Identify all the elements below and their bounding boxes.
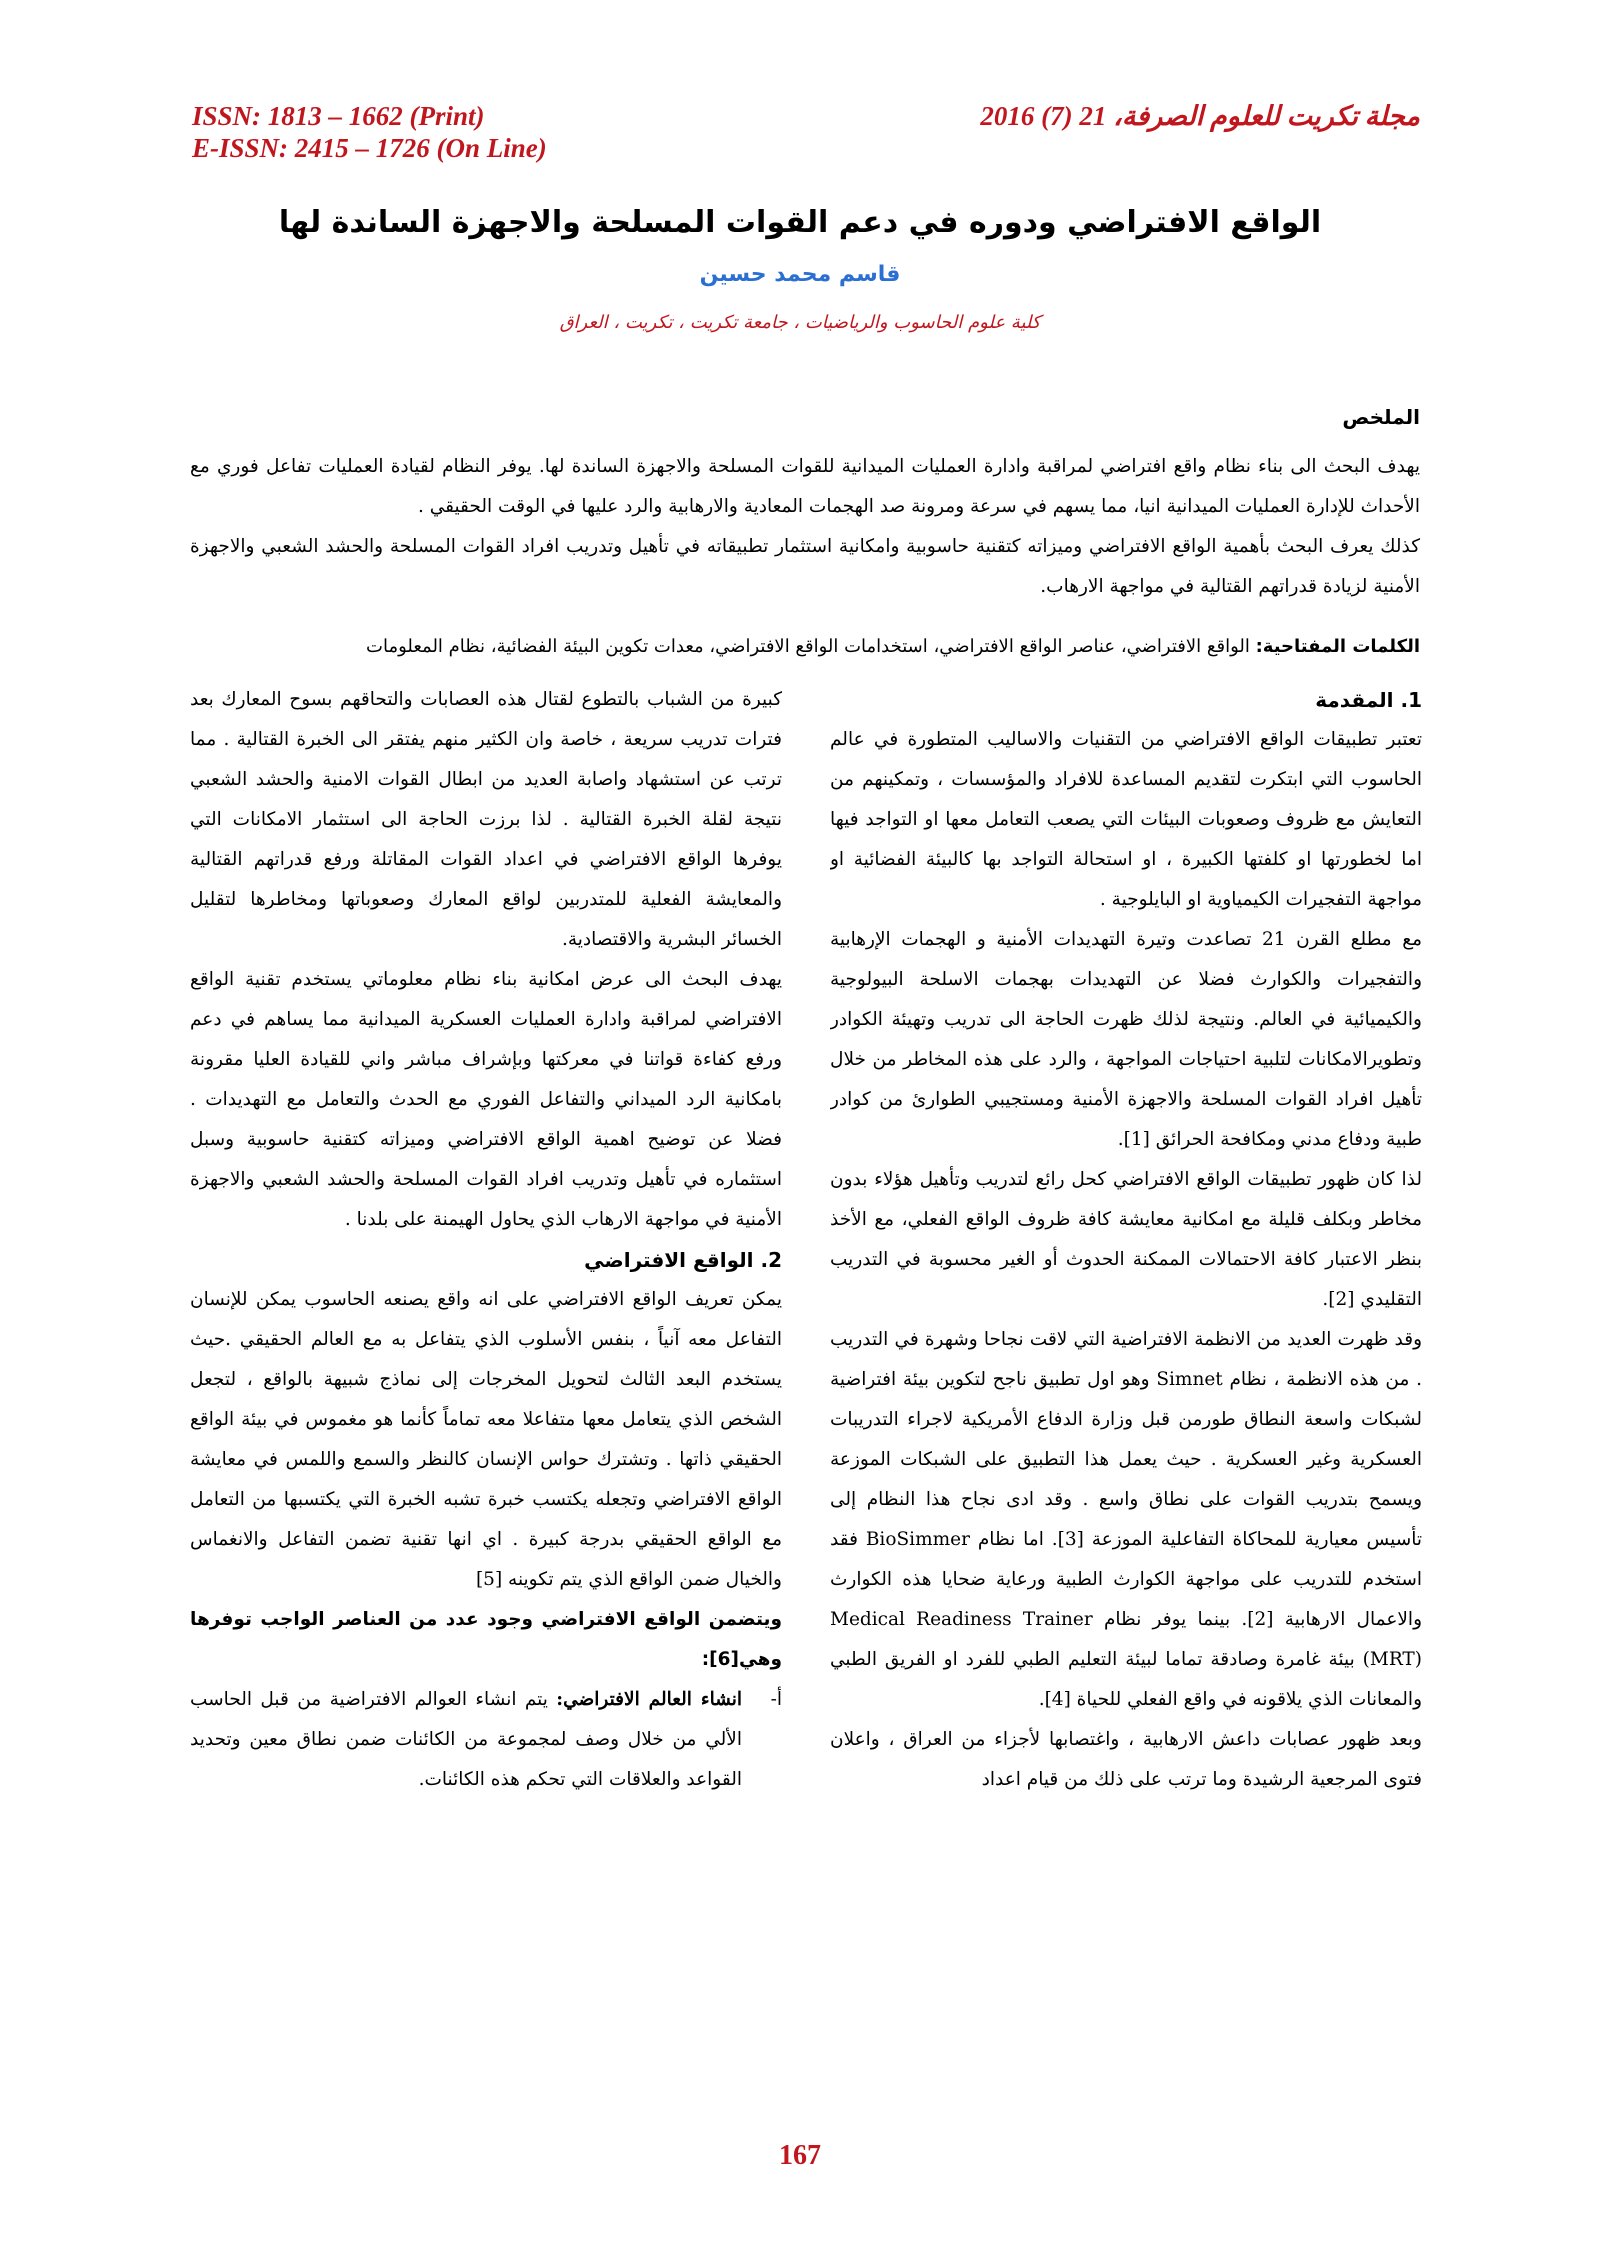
body-paragraph: كبيرة من الشباب بالتطوع لقتال هذه العصابات والتحاقهم بسوح المعارك بعد فترات تدريب سريعة ، خاصة وان الكثير منهم يفتقر الى الخبرة القتالية . مما ترتب عن استشهاد واصابة العديد من ابطال القوات الامنية والحشد الشعبي نتيجة لقلة الخبرة القتالية . لذا برزت الحاجة الى استثمار الامكانات التي يوفرها الواقع الافتراضي في اعداد القوات المقاتلة ورفع قدراتهم القتالية والمعايشة الفعلية للمتدربين لواقع المعارك وصعوباتها ومخاطرها لتقليل الخسائر البشرية والاقتصادية. [190,689,782,950]
body-paragraph: لذا كان ظهور تطبيقات الواقع الافتراضي كحل رائع لتدريب وتأهيل هؤلاء بدون مخاطر وبكلف قليلة مع امكانية معايشة كافة ظروف الواقع الفعلي، مع الأخذ بنظر الاعتبار كافة الاحتمالات الممكنة الحدوث أو الغير محسوبة في التدريب التقليدي [2]. [830,1169,1422,1310]
list-item-text [190,1680,742,1800]
body-paragraph: وقد ظهرت العديد من الانظمة الافتراضية التي لاقت نجاحا وشهرة في التدريب . من هذه الانظمة ، نظام Simnet وهو اول تطبيق ناجح لتكوين بيئة افتراضية لشبكات واسعة النطاق طورمن قبل وزارة الدفاع الأمريكية لاجراء التدريبات العسكرية وغير العسكرية . حيث يعمل هذا التطبيق على الشبكات الموزعة ويسمح بتدريب القوات على نطاق واسع . وقد ادى نجاح هذا النظام إلى تأسيس معيارية للمحاكاة التفاعلية الموزعة [3]. اما نظام BioSimmer فقد استخدم للتدريب على مواجهة الكوارث الطبية ورعاية ضحايا هذه الكوارث والاعمال الارهابية [2]. بينما يوفر نظام Medical Readiness Trainer (MRT) بيئة غامرة وصادقة تماما لبيئة التعليم الطبي للفرد او الفريق الطبي والمعانات الذي يلاقونه في واقع الفعلي للحياة [4]. [830,1329,1422,1710]
journal-citation: مجلة تكريت للعلوم الصرفة، 21 (7) 2016 [980,101,1420,131]
body-paragraph: وبعد ظهور عصابات داعش الارهابية ، واغتصابها لأجزاء من العراق ، واعلان فتوى المرجعية الرشيدة وما ترتب على ذلك من قيام اعداد [830,1729,1422,1790]
abstract-paragraph: يهدف البحث الى بناء نظام واقع افتراضي لمراقبة وادارة العمليات الميدانية للقوات المسلحة والاجهزة الساندة لها. يوفر النظام لقيادة العمليات تفاعل فوري مع الأحداث للإدارة العمليات الميدانية انيا، مما يسهم في سرعة ومرونة صد الهجمات المعادية والارهابية والرد عليها في الوقت الحقيقي . [190,456,1420,517]
body-paragraph: يمكن تعريف الواقع الافتراضي على انه واقع يصنعه الحاسوب يمكن للإنسان التفاعل معه آنياً ، بنفس الأسلوب الذي يتفاعل به مع العالم الحقيقي .حيث يستخدم البعد الثالث لتحويل المخرجات إلى نماذج شبيهة بالواقع ، لتجعل الشخص الذي يتعامل معها متفاعلا معه تماماً كأنما هو مغموس في بيئة الواقع الحقيقي ذاتها . وتشترك حواس الإنسان كالنظر والسمع واللمس في معايشة الواقع الافتراضي وتجعله يكتسب خبرة تشبه الخبرة التي يكتسبها من التعامل مع الواقع الحقيقي بدرجة كبيرة . اي انها تقنية تضمن التفاعل والانغماس والخيال ضمن الواقع الذي يتم تكوينه [5] [190,1289,782,1590]
abstract-paragraph: كذلك يعرف البحث بأهمية الواقع الافتراضي وميزاته كتقنية حاسوبية وامكانية استثمار تطبيقاته في تأهيل وتدريب افراد القوات المسلحة والحشد الشعبي والاجهزة الأمنية لزيادة قدراتهم القتالية في مواجهة الارهاب. [190,536,1420,597]
paper-title: الواقع الافتراضي ودوره في دعم القوات المسلحة والاجهزة الساندة لها [278,205,1322,240]
keywords-text: الواقع الافتراضي، عناصر الواقع الافتراضي، استخدامات الواقع الافتراضي، معدات تكوين البيئة الفضائية، نظام المعلومات [366,636,1256,657]
abstract-body [190,447,1420,607]
list-item-body: يتم انشاء العوالم الافتراضية من قبل الحاسب الألي من خلال وصف لمجموعة من الكائنات ضمن نطاق معين وتحديد القواعد والعلاقات التي تحكم هذه الكائنات. [190,1689,742,1790]
author-affiliation: كلية علوم الحاسوب والرياضيات ، جامعة تكريت ، تكريت ، العراق [559,312,1041,333]
elements-intro: ويتضمن الواقع الافتراضي وجود عدد من العناصر الواجب توفرها وهي[6]: [190,1609,782,1670]
issn-online: E-ISSN: 2415 – 1726 (On Line) [192,133,547,163]
keywords-line [190,632,1420,662]
list-item [190,1680,782,1800]
body-paragraph: يهدف البحث الى عرض امكانية بناء نظام معلوماتي يستخدم تقنية الواقع الافتراضي لمراقبة وادارة العمليات العسكرية الميدانية مما يساهم في دعم ورفع كفاءة قواتنا في معركتها وبإشراف مباشر واني للقيادة العليا مقرونة بامكانية الرد الميداني والتفاعل الفوري مع الحدث والتعامل مع التهديدات . فضلا عن توضيح اهمية الواقع الافتراضي وميزاته كتقنية حاسوبية وسبل استثماره في تأهيل وتدريب افراد القوات المسلحة والحشد الشعبي والاجهزة الأمنية في مواجهة الارهاب الذي يحاول الهيمنة على بلدنا . [190,969,782,1230]
issn-print: ISSN: 1813 – 1662 (Print) [192,101,485,131]
issn-block [192,100,547,164]
keywords-label: الكلمات المفتاحية: [1255,636,1420,657]
list-item-label: انشاء العالم الافتراضي: [556,1689,743,1710]
section-heading-introduction: 1. المقدمة [1315,688,1422,712]
abstract-heading: الملخص [1342,405,1420,429]
column-right [830,680,1422,2110]
page-number: 167 [779,2140,821,2171]
body-paragraph: تعتبر تطبيقات الواقع الافتراضي من التقنيات والاساليب المتطورة في عالم الحاسوب التي ابتكرت لتقديم المساعدة للافراد والمؤسسات ، وتمكينهم من التعايش مع ظروف وصعوبات البيئات التي يصعب التعامل معها او التواجد فيها اما لخطورتها او كلفتها الكبيرة ، او استحالة التواجد بها كالبيئة الفضائية او مواجهة التفجيرات الكيمياوية او البايلوجية . [830,729,1422,910]
column-left [190,680,782,2110]
section-heading-virtual-reality: 2. الواقع الافتراضي [584,1248,782,1272]
author-name: قاسم محمد حسين [699,262,901,287]
body-paragraph: مع مطلع القرن 21 تصاعدت وتيرة التهديدات الأمنية و الهجمات الإرهابية والتفجيرات والكوارث فضلا عن التهديدات بهجمات الاسلحة البيولوجية والكيميائية في العالم. ونتيجة لذلك ظهرت الحاجة الى تدريب وتهيئة الكوادر وتطويرالامكانات لتلبية احتياجات المواجهة ، والرد على هذه المخاطر من خلال تأهيل افراد القوات المسلحة والاجهزة الأمنية ومستجيبي الطوارئ من كوادر طبية ودفاع مدني ومكافحة الحرائق [1]. [830,929,1422,1150]
list-marker: أ- [770,1689,782,1710]
